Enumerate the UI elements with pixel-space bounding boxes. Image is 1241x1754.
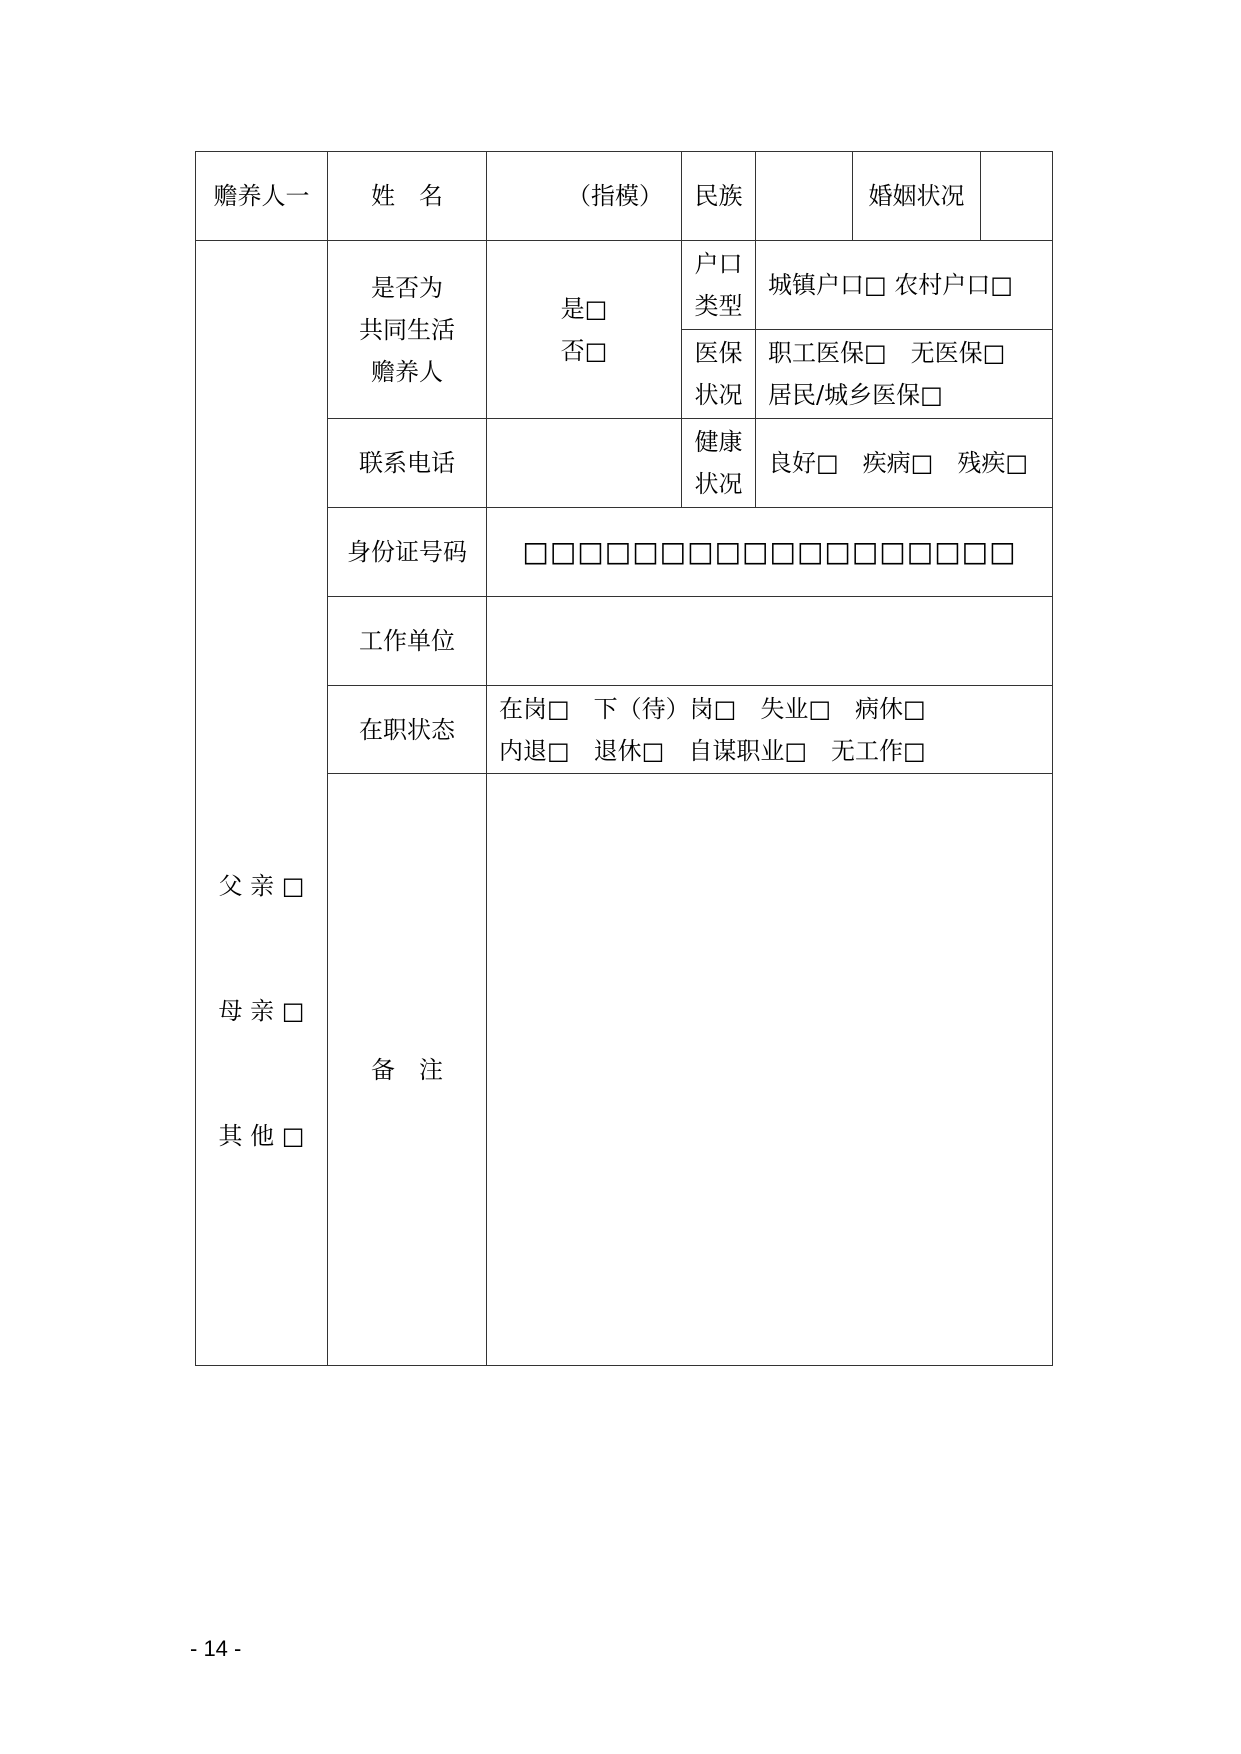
cohabit-options: [487, 241, 682, 419]
marital-status-field[interactable]: [981, 152, 1053, 241]
ethnicity-label: 民族: [682, 152, 756, 241]
employer-label: 工作单位: [328, 597, 487, 686]
health-label-line: 状况: [694, 470, 743, 498]
insurance-label-line: 医保: [694, 339, 743, 367]
employment-options-line[interactable]: 在岗□ 下（待）岗□ 失业□ 病休□: [499, 694, 926, 723]
health-label: [682, 419, 756, 508]
hukou-options[interactable]: 城镇户口□ 农村户口□: [756, 241, 1053, 330]
hukou-label-line: 户口: [694, 250, 743, 278]
hukou-label-line: 类型: [694, 292, 743, 320]
remarks-label: 备 注: [328, 774, 487, 1366]
employer-field[interactable]: [487, 597, 1053, 686]
cohabit-yes-option[interactable]: 是□: [560, 294, 608, 323]
relation-father-option[interactable]: 父 亲 □: [218, 872, 305, 900]
fingerprint-hint: （指模）: [567, 182, 663, 210]
ethnicity-field[interactable]: [756, 152, 853, 241]
insurance-options-line[interactable]: 居民/城乡医保□: [768, 381, 943, 409]
remarks-field[interactable]: [487, 774, 1053, 1366]
hukou-label: [682, 241, 756, 330]
marital-status-label: 婚姻状况: [853, 152, 981, 241]
insurance-options-line[interactable]: 职工医保□ 无医保□: [768, 339, 1006, 367]
cohabit-no-option[interactable]: 否□: [560, 336, 608, 365]
phone-field[interactable]: [487, 419, 682, 508]
employment-status-options: [487, 686, 1053, 774]
cohabit-label: [328, 241, 487, 419]
insurance-label: [682, 330, 756, 419]
name-label: 姓 名: [328, 152, 487, 241]
cohabit-label-line: 共同生活: [359, 315, 455, 344]
health-label-line: 健康: [694, 428, 743, 456]
cohabit-label-line: 赡养人: [371, 357, 443, 386]
relation-mother-option[interactable]: 母 亲 □: [218, 997, 305, 1025]
relation-other-option[interactable]: 其 他 □: [218, 1122, 305, 1150]
name-field[interactable]: [487, 152, 682, 241]
supporter-form-table: [195, 151, 1053, 1366]
health-options[interactable]: 良好□ 疾病□ 残疾□: [756, 419, 1053, 508]
phone-label: 联系电话: [328, 419, 487, 508]
employment-status-label: 在职状态: [328, 686, 487, 774]
id-number-boxes[interactable]: □□□□□□□□□□□□□□□□□□: [487, 508, 1053, 597]
page-number: - 14 -: [190, 1636, 242, 1661]
cohabit-label-line: 是否为: [371, 273, 443, 302]
insurance-label-line: 状况: [694, 381, 743, 409]
relation-cell: [196, 241, 328, 1366]
id-number-label: 身份证号码: [328, 508, 487, 597]
insurance-options: [756, 330, 1053, 419]
supporter-label: 赡养人一: [196, 152, 328, 241]
employment-options-line[interactable]: 内退□ 退休□ 自谋职业□ 无工作□: [499, 736, 926, 765]
